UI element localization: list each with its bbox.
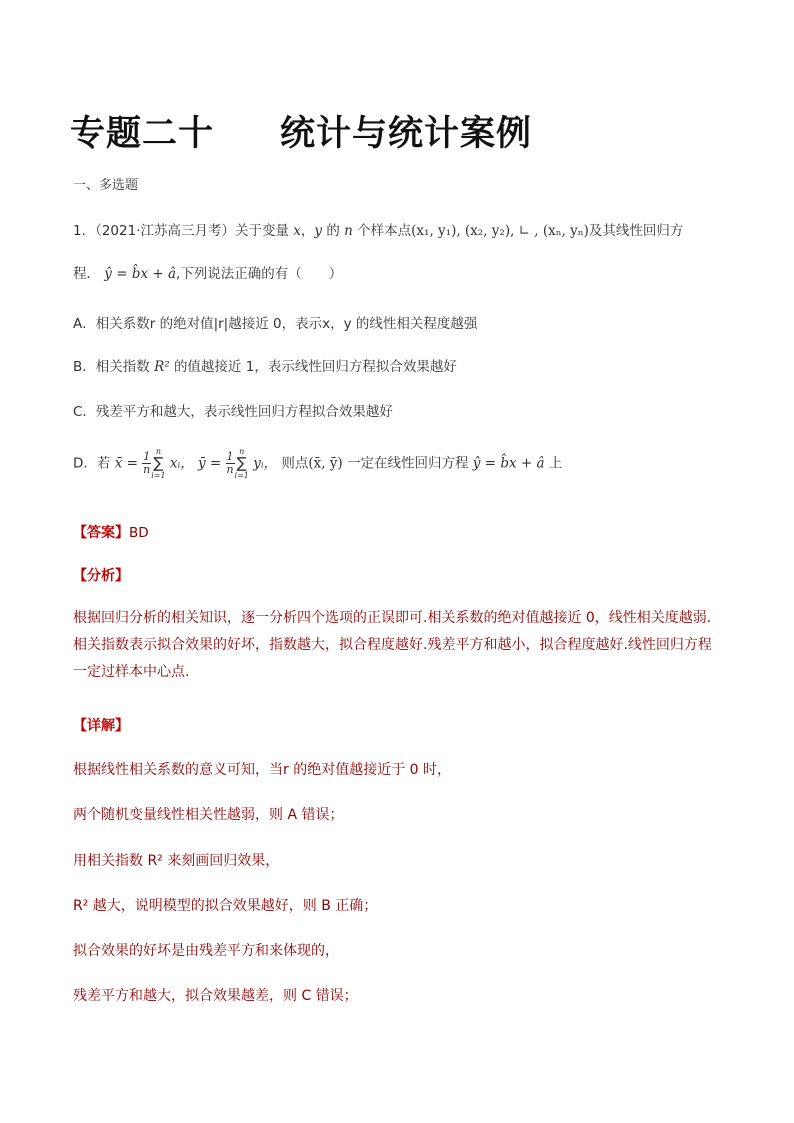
- detail-line: 两个随机变量线性相关性越弱，则 A 错误；: [73, 807, 344, 823]
- r-squared: R²: [154, 359, 170, 375]
- option-d-text: 则点: [281, 455, 309, 472]
- title-part-1: 专题二十: [70, 114, 215, 154]
- fraction-numerator: 1: [143, 450, 151, 463]
- option-b: [73, 355, 457, 375]
- question-stem-line-1: [73, 219, 683, 239]
- question-source: （2021·江苏高三月考）: [95, 223, 235, 239]
- y-bar: ȳ =: [198, 455, 222, 472]
- fraction-denominator: n: [226, 463, 234, 476]
- x-bar: x̄ =: [114, 455, 138, 472]
- sum-upper: n: [155, 447, 161, 456]
- sample-points: (x₁, y₁), (x₂, y₂), ∟ , (xₙ, yₙ): [411, 223, 589, 239]
- detail-line: 用相关指数 R² 来刻画回归效果，: [73, 853, 280, 869]
- detail-line: R² 越大，说明模型的拟合效果越好，则 B 正确；: [73, 898, 378, 914]
- option-b-suffix: 的值越接近 1，表示线性回归方程拟合效果越好: [173, 359, 457, 375]
- fraction: [142, 451, 151, 476]
- option-d-text: 上: [548, 455, 563, 472]
- answer-value: BD: [129, 525, 149, 541]
- stem-text: 的: [326, 223, 340, 239]
- regression-equation: ŷ = b̂x + â: [472, 455, 545, 472]
- stem-sep: ，: [300, 223, 315, 239]
- analysis-text: 根据回归分析的相关知识，逐一分析四个选项的正误即可.相关系数的绝对值越接近 0，线性相关度越弱.相关指数表示拟合效果的好坏，指数越大，拟合程度越好.残差平方和越小，拟合程度越好.线性回归方程一定过样本中心点.: [73, 610, 712, 680]
- sum-lower: i=1: [234, 471, 249, 480]
- analysis-label: 【分析】: [73, 568, 129, 584]
- question-stem-line-2: [73, 262, 342, 282]
- option-c: C．残差平方和越大，表示线性回归方程拟合效果越好: [73, 404, 393, 420]
- fraction-numerator: 1: [226, 450, 234, 463]
- var-y: y: [314, 223, 323, 239]
- answer-label: 【答案】: [73, 525, 129, 541]
- option-d: [73, 447, 562, 480]
- option-d-text: 一定在线性回归方程: [347, 455, 469, 472]
- stem-text: 及其线性回归方: [588, 223, 684, 239]
- stem-text: 个样本点: [357, 223, 412, 239]
- page-title: [70, 106, 532, 156]
- stem-text: 关于变量: [235, 223, 289, 239]
- regression-equation: ŷ = b̂x + â: [104, 266, 177, 282]
- fraction: [226, 451, 235, 476]
- detail-line: 残差平方和越大，拟合效果越差，则 C 错误；: [73, 988, 358, 1004]
- title-part-2: 统计与统计案例: [280, 114, 533, 154]
- sum-symbol: n ∑ i=1: [234, 447, 249, 480]
- sum-upper: n: [239, 447, 245, 456]
- detail-label: 【详解】: [73, 718, 129, 734]
- stem-text: 程．: [73, 266, 100, 282]
- option-b-prefix: B．相关指数: [73, 359, 150, 375]
- detail-line: 拟合效果的好坏是由残差平方和来体现的，: [73, 943, 339, 959]
- stem-text: ,下列说法正确的有（ ）: [176, 266, 343, 282]
- x-i: xᵢ，: [169, 455, 194, 472]
- var-n: n: [344, 223, 353, 239]
- section-heading: 一、多选题: [73, 178, 139, 193]
- option-a: A．相关系数r 的绝对值|r|越接近 0，表示x，y 的线性相关程度越强: [73, 316, 478, 332]
- fraction-denominator: n: [143, 463, 151, 476]
- detail-line: 根据线性相关系数的意义可知，当r 的绝对值越接近于 0 时，: [73, 762, 452, 778]
- option-d-prefix: D．若: [73, 455, 111, 472]
- y-i: yᵢ，: [253, 455, 278, 472]
- question-number: 1．: [73, 223, 96, 239]
- var-x: x: [293, 223, 301, 239]
- sum-lower: i=1: [151, 471, 166, 480]
- center-point: (x̄, ȳ): [308, 455, 343, 472]
- sum-symbol: n ∑ i=1: [151, 447, 166, 480]
- answer-block: [73, 520, 149, 547]
